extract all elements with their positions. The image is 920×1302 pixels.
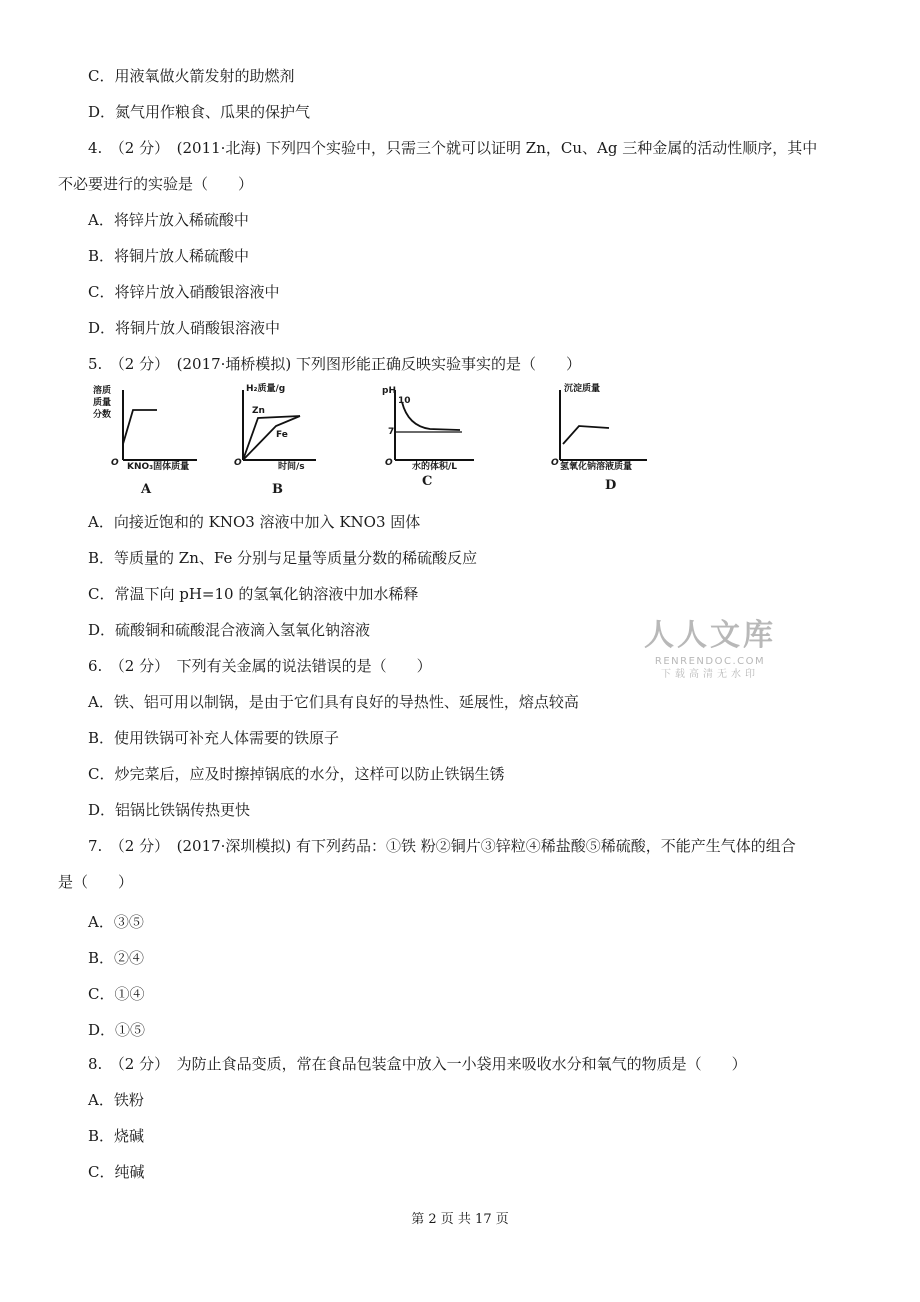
figure-a-origin: O: [111, 458, 119, 468]
figure-b-origin: O: [234, 458, 242, 468]
figure-c-xlabel: 水的体积/L: [412, 462, 458, 472]
figure-d: [551, 382, 695, 500]
watermark-slogan: 下载高清无水印: [661, 669, 759, 680]
figure-a-curve: [123, 410, 157, 444]
q7-option-d: D．①⑤: [88, 1021, 146, 1039]
question-7-stem: 7. （2 分） (2017·深圳模拟) 有下列药品：①铁 粉②铜片③锌粒④稀盐酸⑤稀硫酸，不能产生气体的组合: [88, 837, 796, 855]
question-8-stem: 8. （2 分） 为防止食品变质，常在食品包装盒中放入一小袋用来吸收水分和氧气的物质是（ ）: [88, 1055, 747, 1073]
question-4-stem-cont: 不必要进行的实验是（ ）: [58, 175, 254, 193]
figure-a: [93, 382, 245, 500]
q6-option-c: C．炒完菜后，应及时擦掉锅底的水分，这样可以防止铁锅生锈: [88, 765, 505, 783]
figure-c-tag: C: [422, 474, 433, 489]
figure-a-ylabel-3: 分数: [93, 410, 112, 420]
q6-option-a: A．铁、铝可用以制锅，是由于它们具有良好的导热性、延展性，熔点较高: [88, 693, 579, 711]
watermark-domain: RENRENDOC.COM: [654, 656, 766, 667]
figure-c-origin: O: [385, 458, 393, 468]
q4-option-c: C．将锌片放入硝酸银溶液中: [88, 283, 280, 301]
figure-c-curve: [402, 402, 460, 430]
question-6-stem: 6. （2 分） 下列有关金属的说法错误的是（ ）: [88, 657, 432, 675]
q5-option-a: A．向接近饱和的 KNO3 溶液中加入 KNO3 固体: [88, 513, 421, 531]
q4-option-a: A．将锌片放入稀硫酸中: [88, 211, 249, 229]
question-5-stem: 5. （2 分） (2017·埇桥模拟) 下列图形能正确反映实验事实的是（ ）: [88, 355, 582, 373]
figure-c-graph: [390, 382, 530, 500]
figure-c: [382, 382, 530, 500]
page-footer: 第 2 页 共 17 页: [411, 1212, 509, 1227]
figure-d-ylabel: 沉淀质量: [564, 384, 601, 394]
figure-a-ylabel-1: 溶质: [93, 386, 112, 396]
figure-c-ylabel: pH: [382, 386, 396, 396]
figure-a-graph: [105, 382, 245, 500]
figure-c-tick-7: 7: [388, 427, 395, 437]
option-c: C．用液氧做火箭发射的助燃剂: [88, 67, 295, 85]
q6-option-b: B．使用铁锅可补充人体需要的铁原子: [88, 729, 340, 747]
figure-a-ylabel-2: 质量: [93, 398, 112, 408]
figure-b-curve-zn: [243, 416, 300, 460]
q8-option-b: B．烧碱: [88, 1127, 145, 1145]
q8-option-a: A．铁粉: [88, 1091, 144, 1109]
q6-option-d: D．铝锅比铁锅传热更快: [88, 801, 251, 819]
figure-b-xlabel: 时间/s: [278, 462, 305, 472]
q4-option-b: B．将铜片放人稀硫酸中: [88, 247, 250, 265]
figure-a-xlabel: KNO₃固体质量: [127, 462, 190, 472]
figure-c-tick-10: 10: [398, 396, 411, 406]
q7-option-a: A．③⑤: [88, 913, 144, 931]
q5-option-c: C．常温下向 pH=10 的氢氧化钠溶液中加水稀释: [88, 585, 419, 603]
figure-b: [234, 382, 378, 500]
q5-option-d: D．硫酸铜和硫酸混合液滴入氢氧化钠溶液: [88, 621, 371, 639]
watermark: [620, 617, 800, 689]
figure-d-origin: O: [551, 458, 559, 468]
figure-d-curve: [563, 426, 609, 444]
figure-b-ylabel: H₂质量/g: [246, 384, 286, 394]
figure-b-fe-label: Fe: [276, 430, 288, 440]
question-7-stem-cont: 是（ ）: [58, 873, 134, 891]
q8-option-c: C．纯碱: [88, 1163, 145, 1181]
figure-a-tag: A: [141, 482, 152, 497]
question-4-stem: 4. （2 分） (2011·北海) 下列四个实验中，只需三个就可以证明 Zn，Cu、Ag 三种金属的活动性顺序，其中: [88, 139, 818, 157]
figure-d-xlabel: 氢氧化钠溶液质量: [560, 462, 633, 472]
q5-option-b: B．等质量的 Zn、Fe 分别与足量等质量分数的稀硫酸反应: [88, 549, 478, 567]
figure-d-graph: [555, 382, 695, 500]
figure-d-tag: D: [605, 478, 617, 493]
figure-b-tag: B: [272, 482, 283, 497]
q7-option-c: C．①④: [88, 985, 145, 1003]
q5-figures: [93, 382, 685, 500]
figure-b-graph: [238, 382, 378, 500]
option-d: D．氮气用作粮食、瓜果的保护气: [88, 103, 311, 121]
q7-option-b: B．②④: [88, 949, 145, 967]
q4-option-d: D．将铜片放人硝酸银溶液中: [88, 319, 281, 337]
watermark-title: 人人文库: [644, 618, 776, 653]
figure-b-zn-label: Zn: [252, 406, 265, 416]
